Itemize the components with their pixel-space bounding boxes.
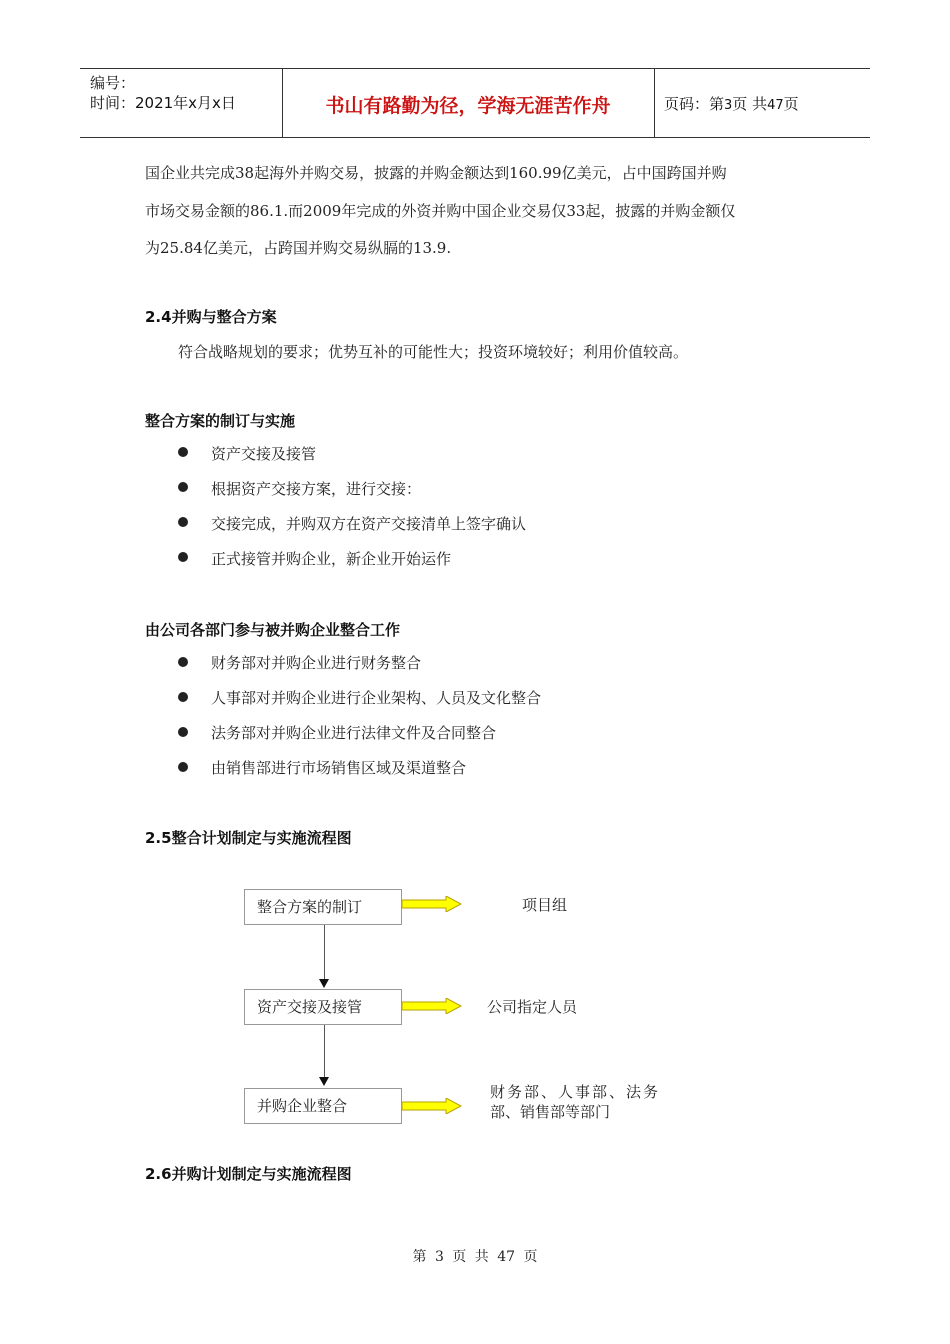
- departments-title: 由公司各部门参与被并购企业整合工作: [145, 621, 401, 639]
- flow-owner-label: 项目组: [522, 896, 568, 914]
- bullet-icon: [178, 692, 188, 702]
- header-page-number: [664, 93, 799, 114]
- bullet-icon: [178, 552, 188, 562]
- section-2-4-text: 符合战略规划的要求；优势互补的可能性大；投资环境较好；利用价值较高。: [178, 343, 689, 361]
- paragraph-line: 为25.84亿美元，占跨国并购交易纵膈的13.9.: [145, 239, 452, 257]
- arrow-right-icon: [402, 1098, 462, 1114]
- list-item: 财务部对并购企业进行财务整合: [211, 654, 422, 672]
- section-2-5-title: 2.5整合计划制定与实施流程图: [145, 829, 352, 847]
- header-number-label: 编号：: [90, 74, 136, 92]
- page-total: 47: [767, 98, 784, 113]
- bullet-icon: [178, 447, 188, 457]
- arrow-down-icon: [319, 1077, 329, 1086]
- section-2-6-title: 2.6并购计划制定与实施流程图: [145, 1165, 352, 1183]
- paragraph-line: 国企业共完成38起海外并购交易，披露的并购金额达到160.99亿美元，占中国跨国并购: [145, 164, 727, 182]
- page-middle: 页 共: [732, 95, 768, 113]
- list-item: 资产交接及接管: [211, 445, 317, 463]
- flow-step-box: 资产交接及接管: [244, 989, 402, 1025]
- list-item: 由销售部进行市场销售区域及渠道整合: [211, 759, 467, 777]
- header-divider: [654, 69, 655, 137]
- list-item: 交接完成，并购双方在资产交接清单上签字确认: [211, 515, 527, 533]
- flow-owner-label: 财务部、人事部、法务: [490, 1083, 661, 1101]
- bullet-icon: [178, 762, 188, 772]
- page-prefix: 页码：第: [664, 95, 725, 113]
- bullet-icon: [178, 517, 188, 527]
- bullet-icon: [178, 727, 188, 737]
- list-item: 人事部对并购企业进行企业架构、人员及文化整合: [211, 689, 542, 707]
- page-footer: 第 3 页 共 47 页: [412, 1249, 538, 1265]
- header-meta: [90, 73, 236, 113]
- bullet-icon: [178, 482, 188, 492]
- arrow-down-icon: [319, 979, 329, 988]
- flow-step-box: 并购企业整合: [244, 1088, 402, 1124]
- arrow-right-icon: [402, 998, 462, 1014]
- page-suffix: 页: [783, 95, 799, 113]
- paragraph-line: 市场交易金额的86.1.而2009年完成的外资并购中国企业交易仅33起，披露的并购金额仅: [145, 202, 736, 220]
- flow-step-box: 整合方案的制订: [244, 889, 402, 925]
- page-header: [80, 68, 870, 138]
- flow-owner-label: 部、销售部等部门: [490, 1103, 611, 1121]
- header-time-label: 时间：2021年x月x日: [90, 94, 236, 112]
- list-item: 法务部对并购企业进行法律文件及合同整合: [211, 724, 497, 742]
- section-2-4-title: 2.4并购与整合方案: [145, 308, 277, 326]
- arrow-right-icon: [402, 896, 462, 912]
- bullet-icon: [178, 657, 188, 667]
- list-item: 根据资产交接方案，进行交接：: [211, 480, 422, 498]
- list-item: 正式接管并购企业，新企业开始运作: [211, 550, 452, 568]
- header-motto: 书山有路勤为径，学海无涯苦作舟: [325, 95, 611, 117]
- flow-owner-label: 公司指定人员: [487, 998, 578, 1016]
- integration-title: 整合方案的制订与实施: [145, 412, 296, 430]
- flow-connector: [324, 925, 325, 981]
- page-current: 3: [724, 98, 733, 113]
- flow-connector: [324, 1025, 325, 1077]
